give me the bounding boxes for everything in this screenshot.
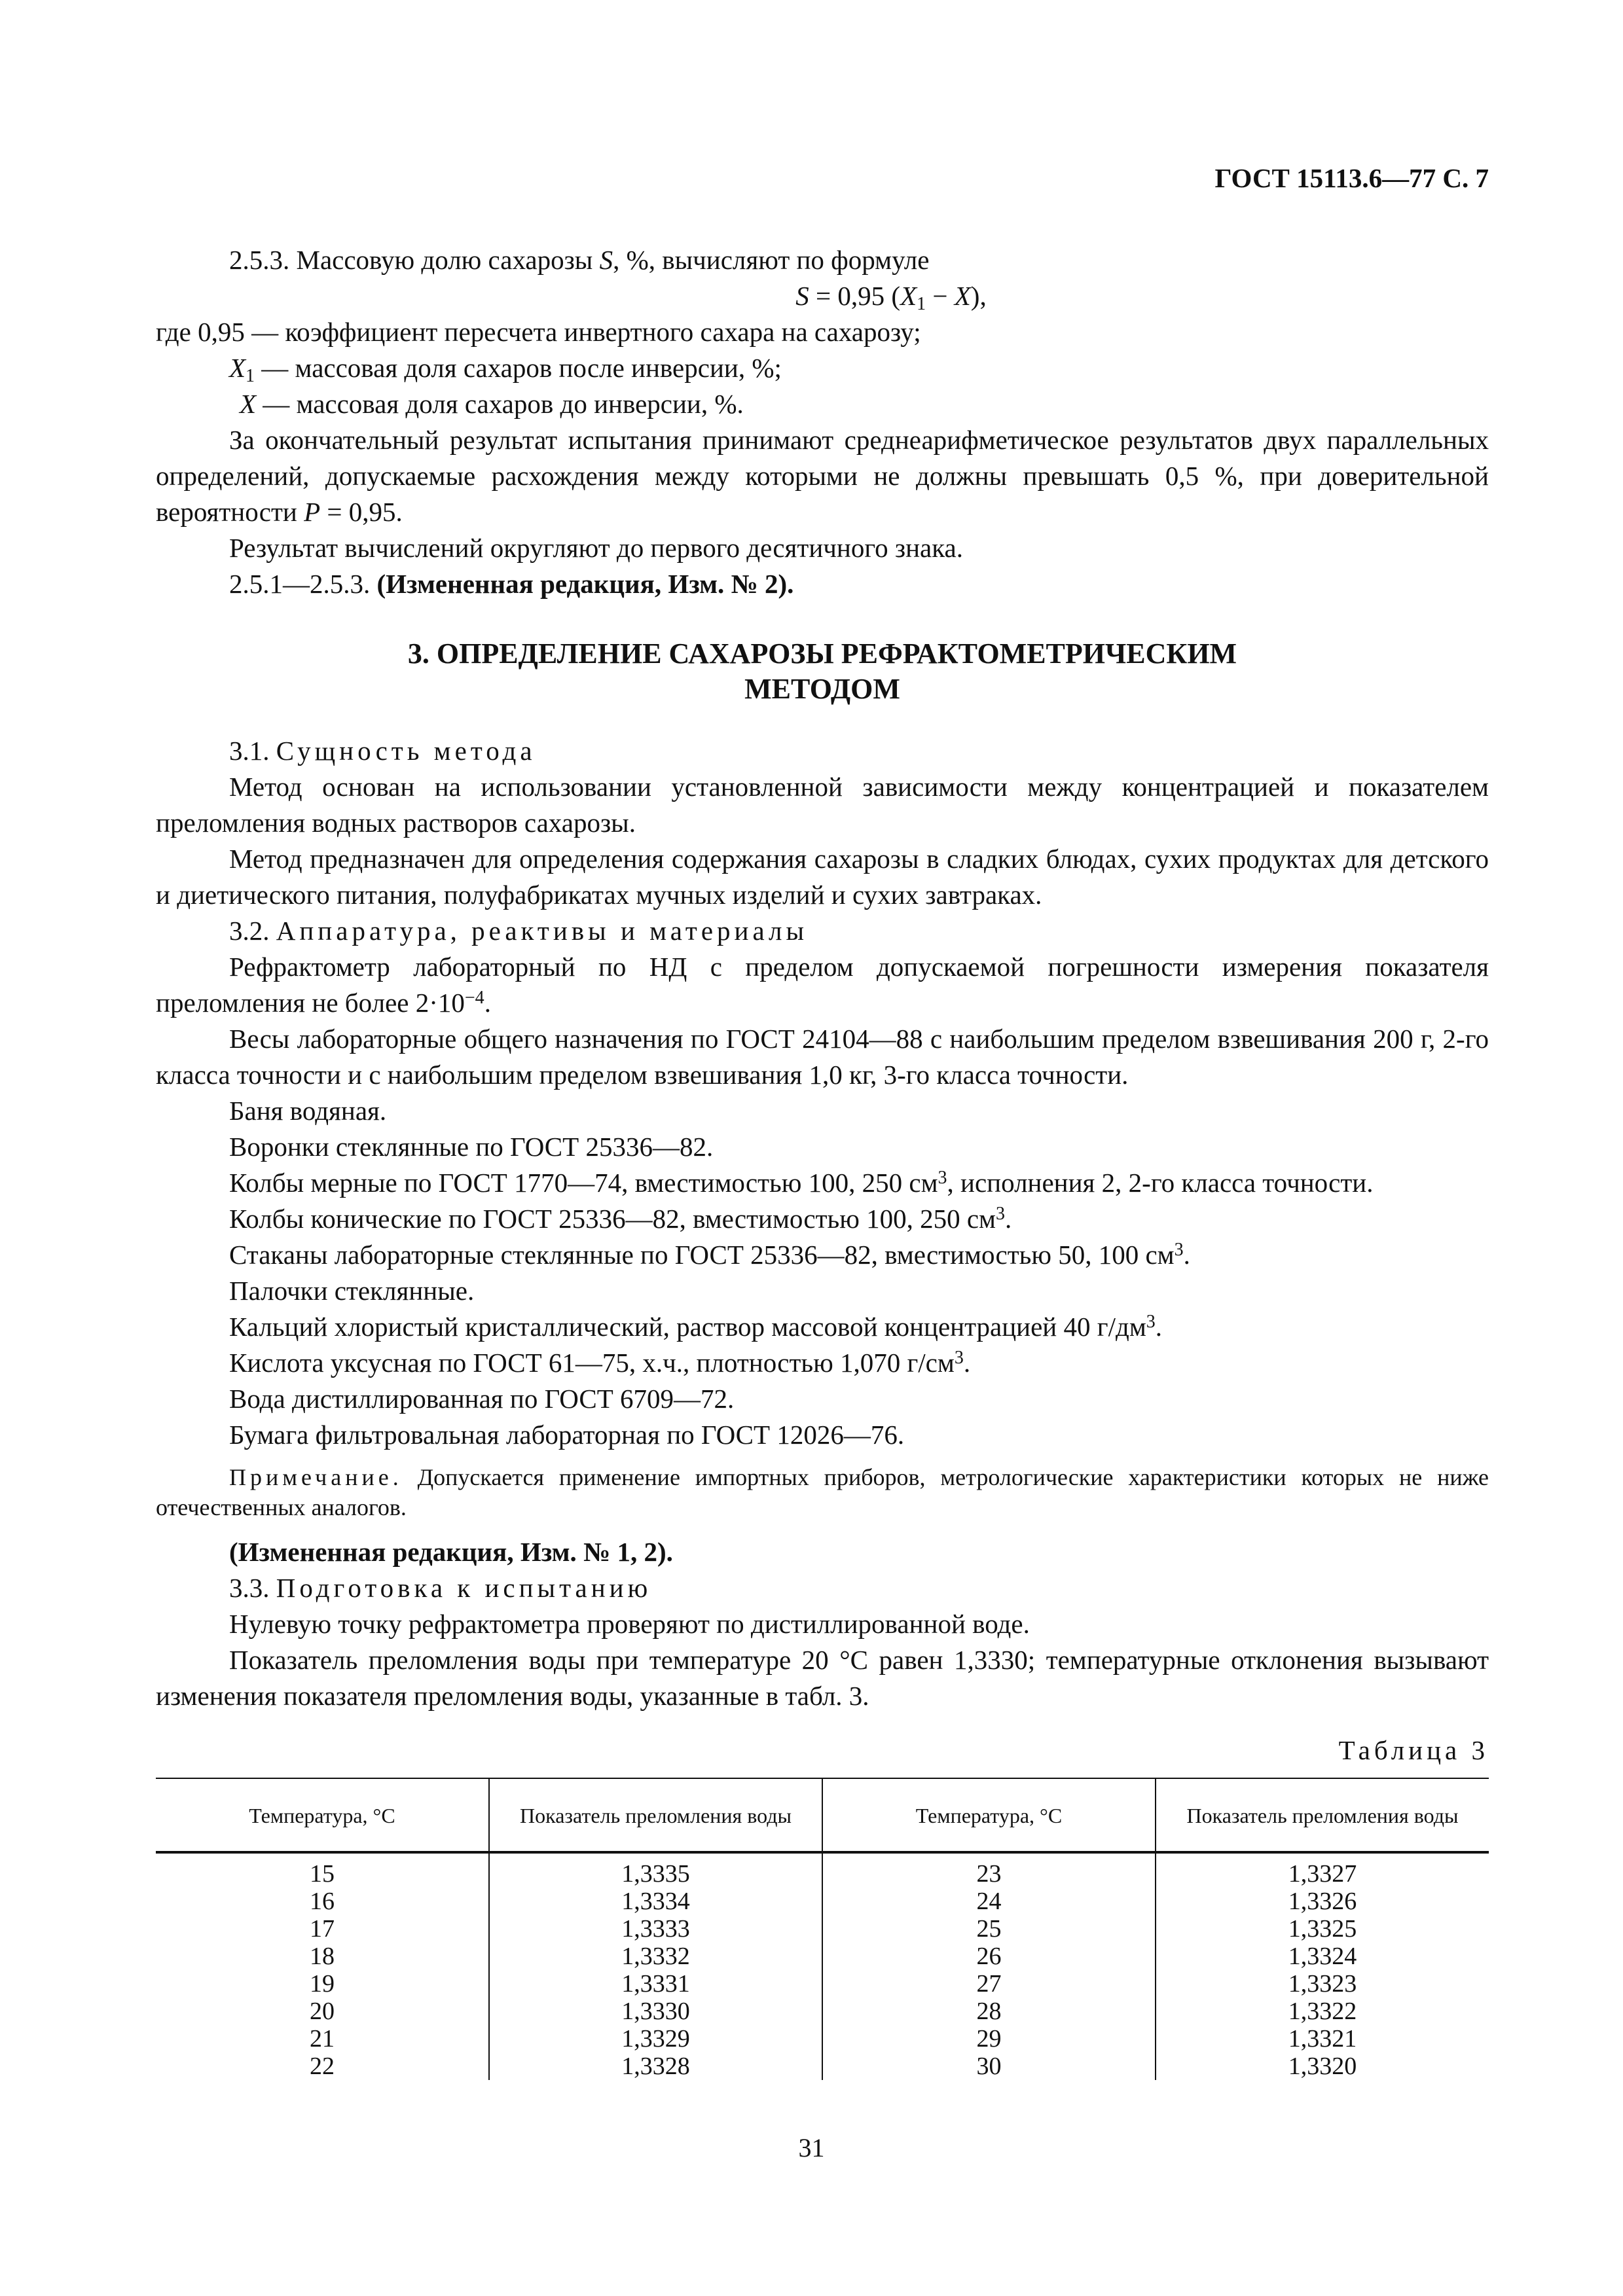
- paragraph: Метод предназначен для определения содержания сахарозы в сладких блюдах, сухих продуктах для детского и диетического питания, полуфабрикатах мучных изделий и сухих завтраках.: [156, 844, 1489, 910]
- rods-item: Палочки стеклянные.: [229, 1276, 475, 1306]
- text: За окончательный результат испытания принимают среднеарифметическое результатов двух параллельных определений, допускаемые расхождения между которыми не должны превышать 0,5 %, при доверительной вероятности: [156, 425, 1489, 527]
- formula-var-x1: X: [900, 281, 917, 311]
- beakers-item: [156, 1237, 1489, 1273]
- table-cell: 1,3335: [489, 1852, 822, 1888]
- table-header-cell: Температура, °С: [822, 1778, 1156, 1852]
- table-cell: 23: [822, 1852, 1156, 1888]
- table-cell: 1,3323: [1156, 1970, 1489, 1998]
- formula-text: ),: [970, 281, 987, 311]
- water-item: Вода дистиллированная по ГОСТ 6709—72.: [229, 1384, 735, 1414]
- table-cell: 17: [310, 1915, 335, 1943]
- x-definition: [156, 386, 1489, 422]
- page-number: 31: [798, 2133, 825, 2162]
- var-s: S: [599, 245, 613, 275]
- text: Рефрактометр лабораторный по НД с пределом допускаемой погрешности измерения показателя преломления не более 2·10: [156, 952, 1489, 1018]
- x1-definition: [156, 350, 1489, 386]
- page-header: ГОСТ 15113.6—77 С. 7: [1214, 163, 1489, 193]
- table-cell: 25: [822, 1915, 1156, 1943]
- table-cell: 20: [310, 1998, 335, 2025]
- title-line: МЕТОДОМ: [744, 673, 900, 705]
- text: 2.5.1—2.5.3.: [229, 569, 377, 599]
- paragraph: Нулевую точку рефрактометра проверяют по дистиллированной воде.: [229, 1609, 1030, 1639]
- table-cell: 18: [310, 1943, 335, 1970]
- paragraph-2-5-3: [156, 242, 1489, 278]
- text: Стаканы лабораторные стеклянные по ГОСТ 25336—82, вместимостью 50, 100 см: [229, 1240, 1175, 1270]
- superscript: 3: [938, 1168, 947, 1188]
- subsection-3-3-heading: [156, 1570, 1489, 1606]
- formula-var-x: X: [954, 281, 971, 311]
- text: Колбы мерные по ГОСТ 1770—74, вместимостью 100, 250 см: [229, 1168, 938, 1198]
- spaced-title: Подготовка к испытанию: [276, 1573, 652, 1603]
- formula-subscript: 1: [917, 294, 926, 314]
- text: .: [963, 1348, 971, 1378]
- table-header-row: [156, 1778, 1489, 1852]
- table-cell: 1,3333: [489, 1915, 822, 1943]
- table-cell: 1,3331: [489, 1970, 822, 1998]
- table-cell: 1,3328: [489, 2053, 822, 2080]
- table-caption: Таблица 3: [1338, 1735, 1489, 1765]
- paper-item: Бумага фильтровальная лабораторная по ГОСТ 12026—76.: [229, 1420, 905, 1450]
- table-cell: 30: [822, 2053, 1156, 2080]
- table-row: [156, 1852, 1489, 1888]
- table-cell: 16: [310, 1888, 335, 1915]
- table-cell: 1,3320: [1156, 2053, 1489, 2080]
- subsection-3-1-heading: [156, 733, 1489, 769]
- table-cell: 1,3332: [489, 1943, 822, 1970]
- table-cell: 1,3327: [1156, 1852, 1489, 1888]
- table-row: [156, 2025, 1489, 2053]
- table-cell: 1,3324: [1156, 1943, 1489, 1970]
- superscript: −4: [464, 988, 484, 1008]
- text: .: [1183, 1240, 1190, 1270]
- superscript: 3: [1146, 1312, 1156, 1332]
- acid-item: [156, 1345, 1489, 1381]
- text: Кислота уксусная по ГОСТ 61—75, х.ч., плотностью 1,070 г/см: [229, 1348, 955, 1378]
- subsection-3-2-heading: [156, 913, 1489, 949]
- table-cell: 1,3321: [1156, 2025, 1489, 2053]
- superscript: 3: [1174, 1240, 1184, 1260]
- formula: [156, 278, 1489, 314]
- text: , исполнения 2, 2-го класса точности.: [947, 1168, 1374, 1198]
- section-3-title: [156, 636, 1489, 707]
- table-cell: 27: [822, 1970, 1156, 1998]
- table-cell: 29: [822, 2025, 1156, 2053]
- table-cell: 1,3322: [1156, 1998, 1489, 2025]
- formula-var-s: S: [795, 281, 809, 311]
- table-row: [156, 1943, 1489, 1970]
- table-cell: 24: [822, 1888, 1156, 1915]
- table-cell: 1,3329: [489, 2025, 822, 2053]
- table-cell: 1,3325: [1156, 1915, 1489, 1943]
- table-row: [156, 1998, 1489, 2025]
- table-row: [156, 1888, 1489, 1915]
- text: .: [1005, 1204, 1012, 1234]
- rounding-paragraph: Результат вычислений округляют до первого десятичного знака.: [229, 533, 963, 563]
- text: , %, вычисляют по формуле: [613, 245, 930, 275]
- var-x: X: [240, 389, 257, 419]
- text: .: [1155, 1312, 1163, 1342]
- title-line: 3. ОПРЕДЕЛЕНИЕ САХАРОЗЫ РЕФРАКТОМЕТРИЧЕСКИМ: [407, 637, 1237, 670]
- note-text: Допускается применение импортных приборов, метрологические характеристики которых не ниже отечественных аналогов.: [156, 1464, 1489, 1520]
- table-cell: 21: [310, 2025, 335, 2053]
- text: — массовая доля сахаров до инверсии, %.: [256, 389, 744, 419]
- table-cell: 15: [310, 1860, 335, 1888]
- spaced-title: Аппаратура, реактивы и материалы: [276, 916, 809, 946]
- table-body: [156, 1852, 1489, 2080]
- bath-item: Баня водяная.: [229, 1096, 387, 1126]
- flasks-measuring-item: [156, 1165, 1489, 1201]
- final-result-paragraph: [156, 422, 1489, 530]
- funnels-item: Воронки стеклянные по ГОСТ 25336—82.: [229, 1132, 714, 1162]
- table-row: [156, 1970, 1489, 1998]
- table-cell: 1,3330: [489, 1998, 822, 2025]
- superscript: 3: [954, 1348, 964, 1368]
- formula-text: = 0,95 (: [809, 281, 901, 311]
- table-3: [156, 1778, 1489, 2080]
- table-cell: 26: [822, 1943, 1156, 1970]
- text: Колбы конические по ГОСТ 25336—82, вместимостью 100, 250 см: [229, 1204, 996, 1234]
- where-line: где 0,95 — коэффициент пересчета инвертного сахара на сахарозу;: [156, 317, 921, 347]
- note: [156, 1462, 1489, 1522]
- var-x1: X: [229, 353, 246, 383]
- formula-text: −: [926, 281, 955, 311]
- text: 2.5.3. Массовую долю сахарозы: [229, 245, 600, 275]
- note-label: Примечание.: [229, 1464, 403, 1490]
- amendment-note-2: (Измененная редакция, Изм. № 1, 2).: [229, 1537, 673, 1567]
- table-cell: 28: [822, 1998, 1156, 2025]
- table-header-cell: Показатель преломления воды: [1156, 1778, 1489, 1852]
- text: Кальций хлористый кристаллический, раствор массовой концентрацией 40 г/дм: [229, 1312, 1146, 1342]
- text: 3.1.: [229, 736, 276, 766]
- scales-item: Весы лабораторные общего назначения по ГОСТ 24104—88 с наибольшим пределом взвешивания 200 г, 2-го класса точности и с наибольшим пределом взвешивания 1,0 кг, 3-го класса точности.: [156, 1024, 1489, 1090]
- table-cell: 1,3326: [1156, 1888, 1489, 1915]
- superscript: 3: [996, 1204, 1006, 1224]
- var-p: P: [304, 497, 321, 527]
- text: 3.2.: [229, 916, 276, 946]
- table-cell: 22: [310, 2053, 335, 2080]
- table-cell: 19: [310, 1970, 335, 1998]
- paragraph: Показатель преломления воды при температуре 20 °С равен 1,3330; температурные отклонения вызывают изменения показателя преломления воды, указанные в табл. 3.: [156, 1645, 1489, 1711]
- amendment-note: [156, 566, 1489, 602]
- text: 3.3.: [229, 1573, 276, 1603]
- subscript: 1: [246, 366, 255, 386]
- calcium-item: [156, 1309, 1489, 1345]
- table-header-cell: Показатель преломления воды: [489, 1778, 822, 1852]
- page-content: [156, 242, 1489, 2080]
- spaced-title: Сущность метода: [276, 736, 536, 766]
- text: = 0,95.: [320, 497, 403, 527]
- table-header-cell: Температура, °С: [156, 1778, 489, 1852]
- paragraph: Метод основан на использовании установленной зависимости между концентрацией и показателем преломления водных растворов сахарозы.: [156, 772, 1489, 838]
- text: — массовая доля сахаров после инверсии, %;: [255, 353, 782, 383]
- table-row: [156, 2053, 1489, 2080]
- text: .: [484, 988, 491, 1018]
- refractometer-item: [156, 949, 1489, 1021]
- table-cell: 1,3334: [489, 1888, 822, 1915]
- table-row: [156, 1915, 1489, 1943]
- amendment-bold: (Измененная редакция, Изм. № 2).: [376, 569, 794, 599]
- flasks-conical-item: [156, 1201, 1489, 1237]
